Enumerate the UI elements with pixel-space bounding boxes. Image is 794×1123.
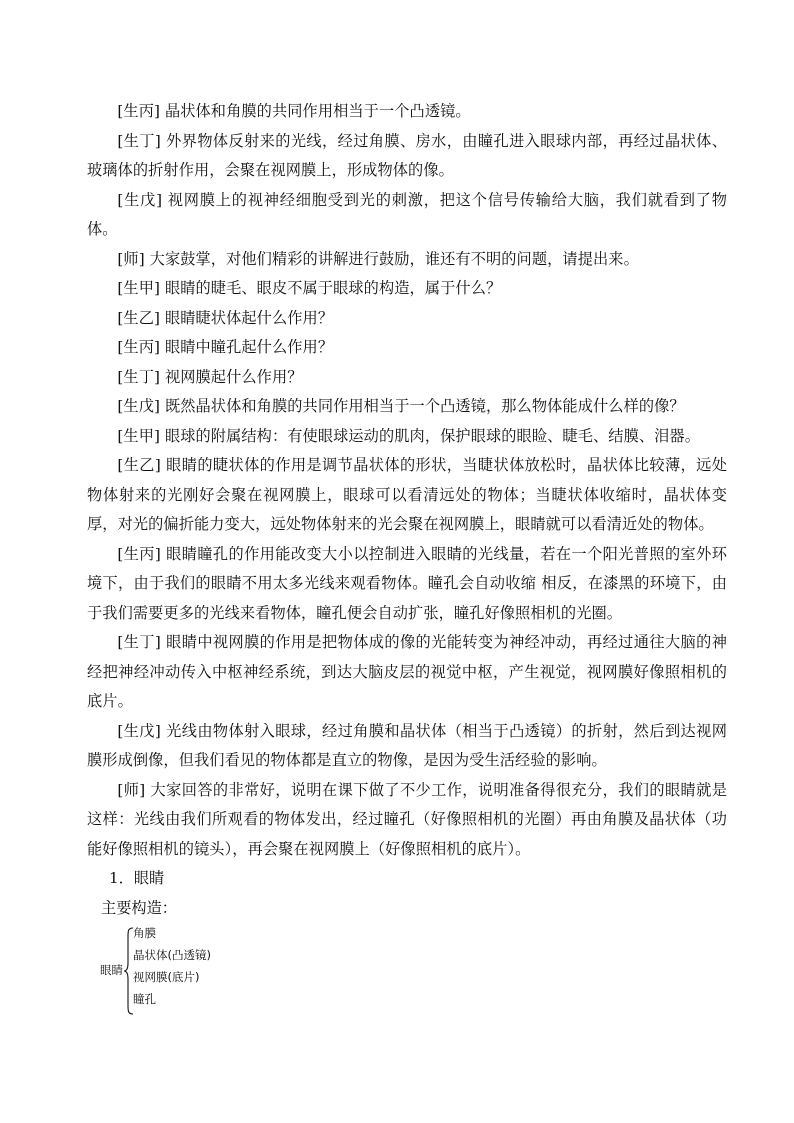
diagram-item-retina: 视网膜(底片): [133, 970, 200, 984]
paragraph-6: [生乙] 眼睛睫状体起什么作用？: [117, 308, 334, 327]
paragraph-1: [生丙] 晶状体和角膜的共同作用相当于一个凸透镜。: [117, 102, 471, 120]
diagram-root-label: 眼睛: [100, 963, 123, 977]
paragraph-13: [生丁] 眼睛中视网膜的作用是把物体成的像的光能转变为神经冲动，再经过通往大脑的神经把神经冲动传入中枢神经系统，到达大脑皮层的视觉中枢，产生视觉，视网膜好像照相机的底片。: [87, 633, 727, 710]
diagram-item-pupil: 瞳孔: [133, 992, 156, 1006]
paragraph-8: [生丁] 视网膜起什么作用？: [117, 367, 303, 386]
paragraph-12: [生丙] 眼睛瞳孔的作用能改变大小以控制进入眼睛的光线量，若在一个阳光普照的室外环境下，由于我们的眼睛不用太多光线来观看物体。瞳孔会自动收缩 相反，在漆黑的环境下，由于我们需要更多的光线来看物体，瞳孔便会自动扩张，瞳孔好像照相机的光圈。: [87, 544, 727, 622]
paragraph-3: [生戊] 视网膜上的视神经细胞受到光的刺激，把这个信号传输给大脑，我们就看到了物体。: [87, 190, 727, 238]
paragraph-9: [生戊] 既然晶状体和角膜的共同作用相当于一个凸透镜，那么物体能成什么样的像？: [117, 397, 685, 415]
paragraph-10: [生甲] 眼球的附属结构：有使眼球运动的肌肉，保护眼球的眼睑、睫毛、结膜、泪器。: [117, 426, 701, 445]
paragraph-11: [生乙] 眼睛的睫状体的作用是调节晶状体的形状，当睫状体放松时，晶状体比较薄，远处物体射来的光刚好会聚在视网膜上，眼球可以看清远处的物体；当睫状体收缩时，晶状体变厚，对光的偏折能力变大，远处物体射来的光会聚在视网膜上，眼睛就可以看清近处的物体。: [87, 456, 727, 533]
paragraph-7: [生丙] 眼睛中瞳孔起什么作用？: [117, 338, 334, 356]
paragraph-14: [生戊] 光线由物体射入眼球，经过角膜和晶状体（相当于凸透镜）的折射，然后到达视网膜形成倒像，但我们看见的物体都是直立的物像，是因为受生活经验的影响。: [87, 721, 727, 769]
document-page: [87, 97, 727, 1017]
paragraph-2: [生丁] 外界物体反射来的光线，经过角膜、房水，由瞳孔进入眼球内部，再经过晶状体、玻璃体的折射作用，会聚在视网膜上，形成物体的像。: [87, 131, 727, 179]
paragraph-15: [师] 大家回答的非常好，说明在课下做了不少工作，说明准备得很充分，我们的眼睛就是这样：光线由我们所观看的物体发出，经过瞳孔（好像照相机的光圈）再由角膜及晶状体（功能好像照相机的镜头），再会聚在视网膜上（好像照相机的底片）。: [87, 780, 727, 858]
section-heading: 1．眼睛: [109, 869, 165, 887]
paragraph-5: [生甲] 眼睛的睫毛、眼皮不属于眼球的构造，属于什么？: [117, 279, 502, 297]
eye-structure-diagram: [100, 925, 727, 1017]
diagram-item-lens: 晶状体(凸透镜): [133, 948, 211, 962]
diagram-item-cornea: 角膜: [133, 926, 156, 940]
paragraph-4: [师] 大家鼓掌，对他们精彩的讲解进行鼓励，谁还有不明的问题，请提出来。: [117, 249, 639, 268]
section-subheading: 主要构造：: [101, 898, 177, 917]
